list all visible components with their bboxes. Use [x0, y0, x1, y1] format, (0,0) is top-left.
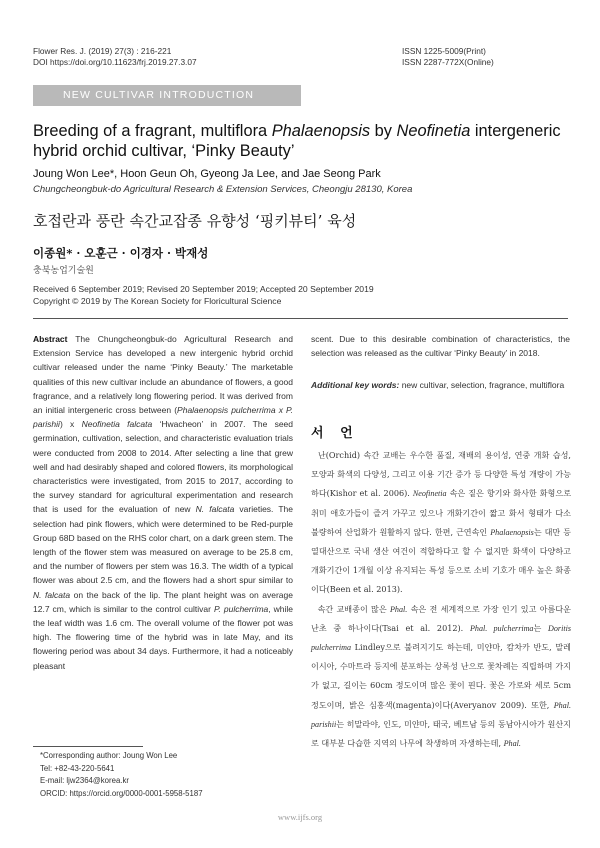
issn-online: ISSN 2287-772X(Online) — [402, 57, 494, 67]
korean-affiliation: 충북농업기술원 — [33, 266, 94, 276]
correspondence-footnote: *Corresponding author: Joung Won Lee Tel: +82-43-220-5641 E-mail: ljw2364@korea.kr ORCID: https://orcid.org/0000-0001-5958-5187 — [40, 750, 203, 800]
korean-authors: 이종원* · 오훈근 · 이경자 · 박재성 — [33, 246, 209, 260]
page-footer-url[interactable]: www.ijfs.org — [277, 812, 323, 822]
header-divider — [33, 318, 568, 319]
abstract-label: Abstract — [33, 334, 68, 344]
author-list: Joung Won Lee*, Hoon Geun Oh, Gyeong Ja Lee, and Jae Seong Park — [33, 168, 381, 180]
article-dates: Received 6 September 2019; Revised 20 September 2019; Accepted 20 September 2019 Copyright © 2019 by The Korean Society for Floricultural Science — [33, 284, 374, 306]
abstract-continued: scent. Due to this desirable combination of characteristics, the selection was released as the cultivar ‘Pinky Beauty’ in 2018. — [311, 334, 570, 359]
article-title: Breeding of a fragrant, multiflora Phalaenopsis by Neofinetia intergeneric hybrid orchid cultivar, ‘Pinky Beauty’ — [33, 122, 561, 160]
keywords: Additional key words: new cultivar, selection, fragrance, multiflora — [311, 380, 565, 390]
email-link[interactable]: E-mail: ljw2364@korea.kr — [40, 776, 129, 785]
intro-text: 난(Orchid) 속간 교배는 우수한 품질, 재배의 용이성, 연중 개화 습성, 모양과 화색의 다양성, 그리고 이용 기간 증가 등 다양한 특성 개량이 가능하다(Kishor et al. 2006). Neofinetia 속은 짙은 향기와 화사한 화형으로 취미 애호가들이 즐겨 가꾸고 있으나 개화기간이 짧고 화서 형태가 다소 불량하여 산업화가 원활하지 않다. 한편, 근연속인 Phalaenopsis는 대만 등 열대산으로 국내 생산 여건이 적합하다고 할 수 없지만 화색이 다양하고 개화기간이 1개월 이상 유지되는 특성 등으로 소비 기호가 매우 높은 화종이다(Been et al. 2013). 속간 교배종이 많은 Phal. 속은 전 세계적으로 가장 인기 있고 아름다운 난초 중 하나이다(Tsai et al. 2012). Phal. pulcherrima는 Doritis pulcherrima Lindley으로 불려지기도 하는데, 미얀마, 캄차카 반도, 말레이시아, 수마트라 등지에 분포하는 상록성 난으로 꽃차례는 직립하며 가지가 없고, 길이는 60cm 정도이며 많은 꽃이 핀다. 꽃은 가로와 세로 5cm 정도이며, 밝은 심홍색(magenta)이다(Averyanov 2009). 또한, Phal. parishii는 히말라야, 인도, 미얀마, 태국, 베트남 등의 동남아시아가 원산지로 대부분 다습한 지역의 나무에 착생하며 자생하는데, Phal. — [311, 450, 572, 749]
keywords-label: Additional key words: — [311, 380, 400, 390]
orcid-link[interactable]: ORCID: https://orcid.org/0000-0001-5958-5187 — [40, 788, 203, 798]
issn-print: ISSN 1225-5009(Print) — [402, 46, 486, 56]
doi-link[interactable]: DOI https://doi.org/10.11623/frj.2019.27.3.07 — [33, 57, 197, 67]
abstract-text: Abstract The Chungcheongbuk-do Agricultural Research and Extension Service has developed a new intergenic hybrid orchid cultivar released under the name ‘Pinky Beauty.’ The marketable qualities of this new cultivar include an abundance of flowers, a good fragrance, and a relatively long flowering period. It was derived from an initial intergeneric cross between (Phalaenopsis pulcherrima x P. parishii) x Neofinetia falcata ‘Hwacheon’ in 2007. The seed germination, cultivation, selection, and characteristic evaluation trials were conducted from 2008 to 2014. After selecting a line that grew well and had desirably shaped and colored flowers, its morphological characteristics were investigated, from 2015 to 2017, according to the survey standard for agricultural experimentation and research that is used for the evaluation of new N. falcata varieties. The selection had pink flowers, which were determined to be Red-purple Group 68D based on the RHS color chart, on a dark green stem. The length of the flower stem was measured on average to be 25.8 cm, and the number of flowers per stem was 16.3. The width of a typical flower was about 2.5 cm, and the flowers had a short spur similar to N. falcata on the back of the lip. The plant height was on average 12.7 cm, which is similar to the control cultivar P. pulcherrima, while the leaf width was 1.6 cm. The overall volume of the flower pot was high. The flowering time of the hybrid was in late May, and its flowering period was about 34 days. Furthermore, it had a noticeably pleasant — [33, 334, 294, 671]
journal-citation: Flower Res. J. (2019) 27(3) : 216-221 — [33, 46, 172, 56]
korean-title: 호접란과 풍란 속간교잡종 유향성 ‘핑키뷰티’ 육성 — [33, 212, 357, 230]
footnote-divider — [33, 746, 143, 747]
affiliation: Chungcheongbuk-do Agricultural Research & Extension Services, Cheongju 28130, Korea — [33, 184, 413, 195]
section-banner: NEW CULTIVAR INTRODUCTION — [33, 85, 301, 106]
intro-heading: 서 언 — [311, 426, 359, 441]
